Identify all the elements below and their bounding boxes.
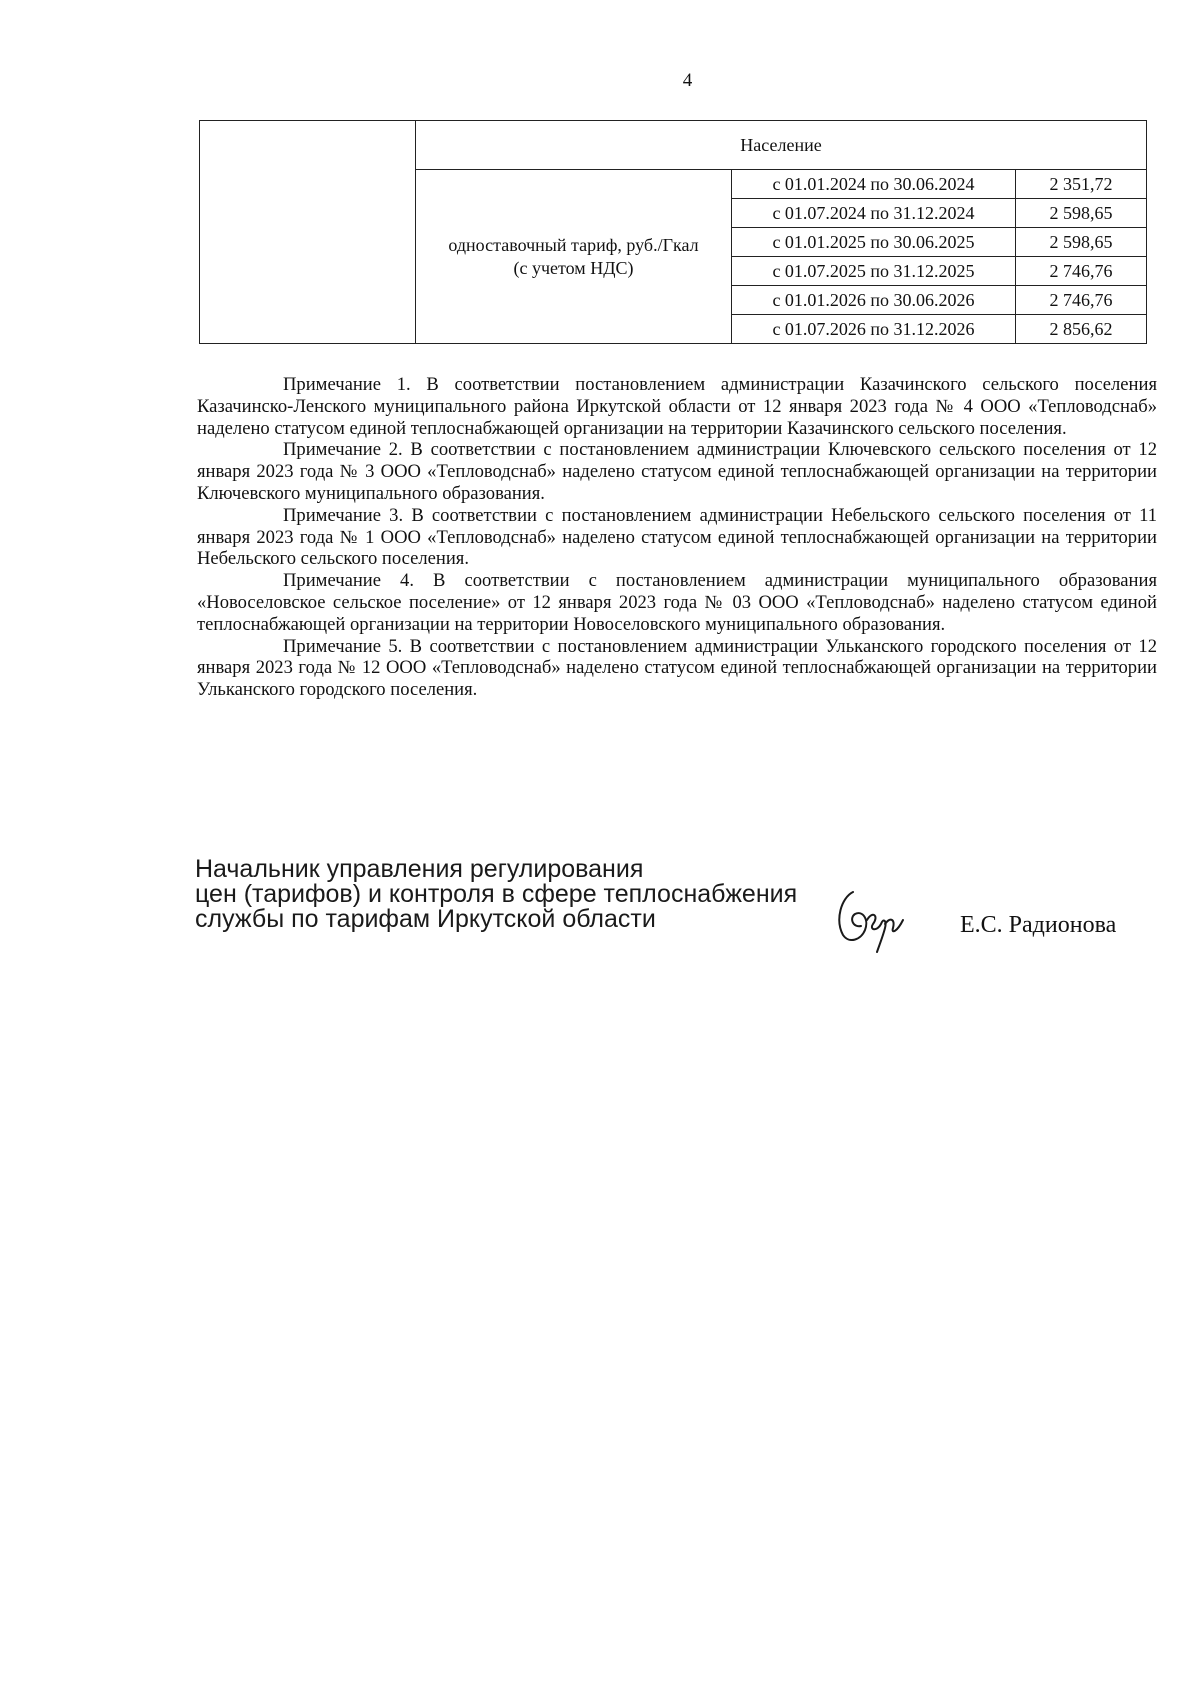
tariff-value-cell: 2 746,76 [1016, 257, 1147, 286]
page-number: 4 [682, 70, 693, 91]
table-header-row [200, 121, 1147, 170]
handwritten-signature-icon [833, 880, 918, 955]
empty-first-column [200, 121, 416, 344]
tariff-value-cell: 2 351,72 [1016, 170, 1147, 199]
tariff-value-cell: 2 598,65 [1016, 228, 1147, 257]
position-line-1: Начальник управления регулирования [195, 855, 644, 883]
period-cell: с 01.01.2024 по 30.06.2024 [732, 170, 1016, 199]
position-line-2: цен (тарифов) и контроля в сфере теплоснабжения [195, 880, 798, 908]
signatory-position [195, 857, 797, 932]
note-5: Примечание 5. В соответствии с постановлением администрации Ульканского городского поселения от 12 января 2023 года № 12 ООО «Тепловодснаб» наделено статусом единой теплоснабжающей организации на территории Ульканского городского поселения. [197, 635, 1157, 701]
period-cell: с 01.01.2025 по 30.06.2025 [732, 228, 1016, 257]
tariff-value-cell: 2 598,65 [1016, 199, 1147, 228]
note-1: Примечание 1. В соответствии постановлением администрации Казачинского сельского поселения Казачинско-Ленского муниципального района Иркутской области от 12 января 2023 года № 4 ООО «Тепловодснаб» наделено статусом единой теплоснабжающей организации на территории Казачинского сельского поселения. [197, 374, 1157, 439]
consumer-group-header: Население [416, 121, 1147, 170]
tariff-type-vat-line: (с учетом НДС) [513, 257, 634, 278]
note-3: Примечание 3. В соответствии с постановлением администрации Небельского сельского поселения от 11 января 2023 года № 1 ООО «Тепловодснаб» наделено статусом единой теплоснабжающей организации на территории Небельского сельского поселения. [197, 504, 1157, 570]
tariff-type-cell [416, 170, 732, 344]
position-line-3: службы по тарифам Иркутской области [195, 905, 656, 933]
notes-section [197, 374, 1157, 701]
period-cell: с 01.07.2024 по 31.12.2024 [732, 199, 1016, 228]
period-cell: с 01.07.2026 по 31.12.2026 [732, 315, 1016, 344]
tariff-value-cell: 2 746,76 [1016, 286, 1147, 315]
period-cell: с 01.07.2025 по 31.12.2025 [732, 257, 1016, 286]
tariff-table [199, 120, 1147, 344]
tariff-value-cell: 2 856,62 [1016, 315, 1147, 344]
period-cell: с 01.01.2026 по 30.06.2026 [732, 286, 1016, 315]
note-2: Примечание 2. В соответствии с постановлением администрации Ключевского сельского поселения от 12 января 2023 года № 3 ООО «Тепловодснаб» наделено статусом единой теплоснабжающей организации на территории Ключевского муниципального образования. [197, 439, 1157, 504]
note-4: Примечание 4. В соответствии с постановлением администрации муниципального образования «Новоселовское сельское поселение» от 12 января 2023 года № 03 ООО «Тепловодснаб» наделено статусом единой теплоснабжающей организации на территории Новоселовского муниципального образования. [197, 570, 1157, 635]
signer-name: Е.С. Радионова [960, 912, 1117, 938]
tariff-type-line: одноставочный тариф, руб./Гкал [448, 234, 699, 255]
